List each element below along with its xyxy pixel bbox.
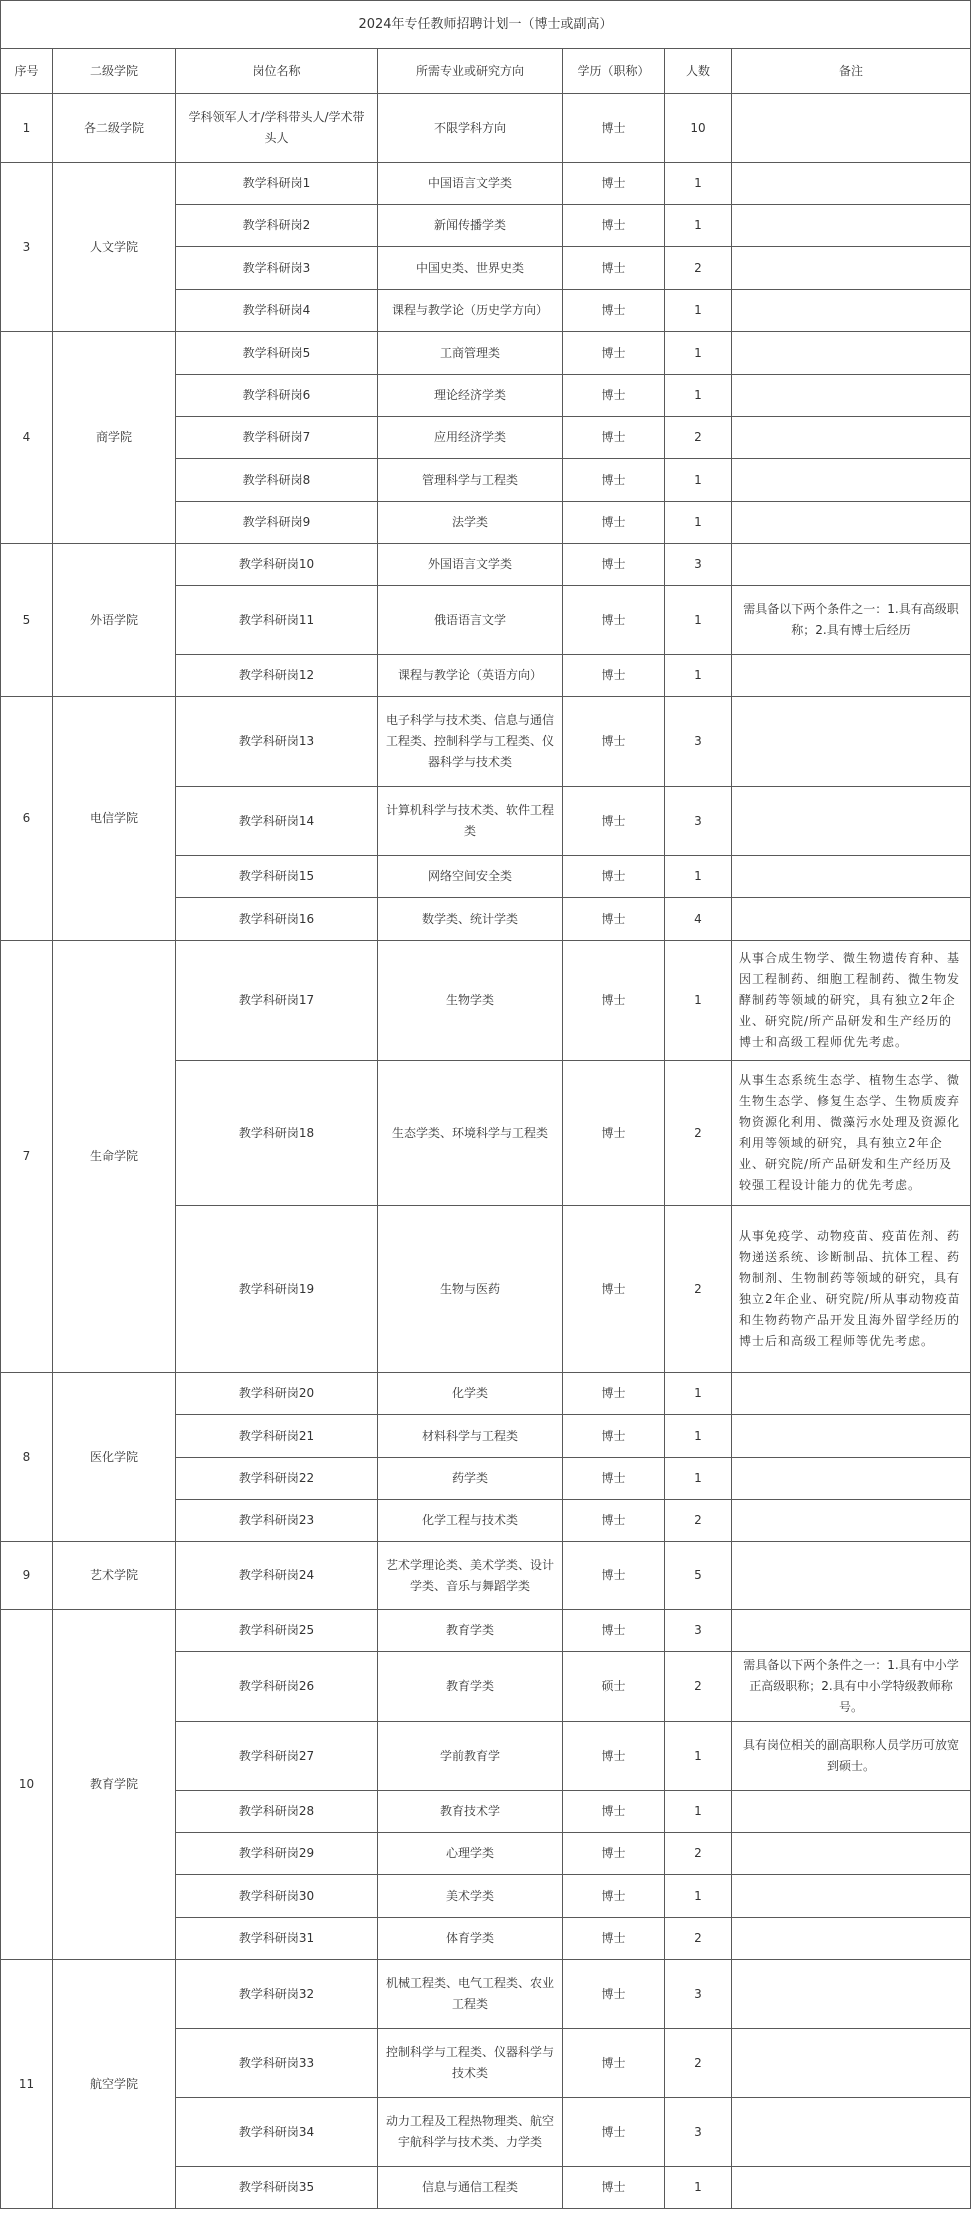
note-cell: 需具备以下两个条件之一：1.具有中小学正高级职称；2.具有中小学特级教师称号。 xyxy=(732,1652,971,1722)
major-cell: 材料科学与工程类 xyxy=(378,1415,563,1458)
degree-cell: 博士 xyxy=(563,1960,665,2029)
post-name-cell: 教学科研岗24 xyxy=(176,1542,378,1610)
degree-cell: 博士 xyxy=(563,2098,665,2167)
degree-cell: 博士 xyxy=(563,544,665,586)
post-name-cell: 教学科研岗21 xyxy=(176,1415,378,1458)
major-cell: 中国语言文学类 xyxy=(378,163,563,205)
note-cell xyxy=(732,1875,971,1918)
degree-cell: 博士 xyxy=(563,290,665,332)
major-cell: 心理学类 xyxy=(378,1833,563,1875)
count-cell: 1 xyxy=(665,1415,732,1458)
degree-cell: 博士 xyxy=(563,1875,665,1918)
college-name-cell: 航空学院 xyxy=(53,1960,176,2209)
degree-cell: 博士 xyxy=(563,94,665,163)
count-cell: 3 xyxy=(665,1610,732,1652)
post-name-cell: 教学科研岗15 xyxy=(176,856,378,898)
post-name-cell: 教学科研岗32 xyxy=(176,1960,378,2029)
note-cell xyxy=(732,1373,971,1415)
row-number-cell: 8 xyxy=(1,1373,53,1542)
major-cell: 外国语言文学类 xyxy=(378,544,563,586)
post-name-cell: 教学科研岗20 xyxy=(176,1373,378,1415)
degree-cell: 博士 xyxy=(563,163,665,205)
count-cell: 1 xyxy=(665,375,732,417)
college-name-cell: 外语学院 xyxy=(53,544,176,697)
major-cell: 新闻传播学类 xyxy=(378,205,563,247)
major-cell: 管理科学与工程类 xyxy=(378,459,563,502)
note-cell xyxy=(732,2029,971,2098)
major-cell: 法学类 xyxy=(378,502,563,544)
count-cell: 1 xyxy=(665,290,732,332)
table-row xyxy=(1,332,971,375)
major-cell: 生物与医药 xyxy=(378,1206,563,1373)
note-cell xyxy=(732,1833,971,1875)
major-cell: 生物学类 xyxy=(378,941,563,1061)
note-cell xyxy=(732,290,971,332)
major-cell: 中国史类、世界史类 xyxy=(378,247,563,290)
count-cell: 3 xyxy=(665,697,732,787)
count-cell: 1 xyxy=(665,332,732,375)
table-row xyxy=(1,544,971,586)
post-name-cell: 教学科研岗17 xyxy=(176,941,378,1061)
table-row xyxy=(1,163,971,205)
major-cell: 俄语语言文学 xyxy=(378,586,563,655)
note-cell xyxy=(732,459,971,502)
college-name-cell: 各二级学院 xyxy=(53,94,176,163)
note-cell xyxy=(732,898,971,941)
title-row xyxy=(1,1,971,49)
degree-cell: 博士 xyxy=(563,586,665,655)
note-cell xyxy=(732,655,971,697)
count-cell: 4 xyxy=(665,898,732,941)
count-cell: 2 xyxy=(665,1206,732,1373)
college-name-cell: 生命学院 xyxy=(53,941,176,1373)
major-cell: 计算机科学与技术类、软件工程类 xyxy=(378,787,563,856)
post-name-cell: 教学科研岗16 xyxy=(176,898,378,941)
college-name-cell: 艺术学院 xyxy=(53,1542,176,1610)
note-cell xyxy=(732,375,971,417)
row-number-cell: 7 xyxy=(1,941,53,1373)
note-cell: 从事免疫学、动物疫苗、疫苗佐剂、药物递送系统、诊断制品、抗体工程、药物制剂、生物制药等领域的研究，具有独立2年企业、研究院/所从事动物疫苗和生物药物产品开发且海外留学经历的博士后和高级工程师等优先考虑。 xyxy=(732,1206,971,1373)
degree-cell: 博士 xyxy=(563,375,665,417)
count-cell: 2 xyxy=(665,2029,732,2098)
post-name-cell: 教学科研岗6 xyxy=(176,375,378,417)
table-title: 2024年专任教师招聘计划一（博士或副高） xyxy=(1,1,971,49)
note-cell xyxy=(732,544,971,586)
count-cell: 1 xyxy=(665,586,732,655)
count-cell: 3 xyxy=(665,2098,732,2167)
table-row xyxy=(1,697,971,787)
count-cell: 3 xyxy=(665,1960,732,2029)
major-cell: 学前教育学 xyxy=(378,1722,563,1791)
row-number-cell: 3 xyxy=(1,163,53,332)
degree-cell: 博士 xyxy=(563,417,665,459)
count-cell: 2 xyxy=(665,1833,732,1875)
degree-cell: 博士 xyxy=(563,1610,665,1652)
row-number-cell: 9 xyxy=(1,1542,53,1610)
degree-cell: 博士 xyxy=(563,1373,665,1415)
row-number-cell: 10 xyxy=(1,1610,53,1960)
row-number-cell: 11 xyxy=(1,1960,53,2209)
table-body xyxy=(1,1,971,2209)
count-cell: 3 xyxy=(665,787,732,856)
major-cell: 理论经济学类 xyxy=(378,375,563,417)
major-cell: 课程与教学论（历史学方向） xyxy=(378,290,563,332)
count-cell: 1 xyxy=(665,1373,732,1415)
post-name-cell: 教学科研岗9 xyxy=(176,502,378,544)
note-cell xyxy=(732,697,971,787)
major-cell: 美术学类 xyxy=(378,1875,563,1918)
degree-cell: 博士 xyxy=(563,856,665,898)
note-cell xyxy=(732,1960,971,2029)
post-name-cell: 教学科研岗3 xyxy=(176,247,378,290)
major-cell: 工商管理类 xyxy=(378,332,563,375)
table-row xyxy=(1,1373,971,1415)
note-cell: 从事生态系统生态学、植物生态学、微生物生态学、修复生态学、生物质废弃物资源化利用、微藻污水处理及资源化利用等领域的研究，具有独立2年企业、研究院/所产品研发和生产经历及较强工程设计能力的优先考虑。 xyxy=(732,1061,971,1206)
row-number-cell: 5 xyxy=(1,544,53,697)
post-name-cell: 教学科研岗22 xyxy=(176,1458,378,1500)
post-name-cell: 学科领军人才/学科带头人/学术带头人 xyxy=(176,94,378,163)
post-name-cell: 教学科研岗12 xyxy=(176,655,378,697)
degree-cell: 博士 xyxy=(563,1722,665,1791)
header-cell: 二级学院 xyxy=(53,49,176,94)
degree-cell: 博士 xyxy=(563,332,665,375)
table-row xyxy=(1,1610,971,1652)
college-name-cell: 人文学院 xyxy=(53,163,176,332)
degree-cell: 博士 xyxy=(563,1918,665,1960)
table-row xyxy=(1,94,971,163)
major-cell: 药学类 xyxy=(378,1458,563,1500)
major-cell: 体育学类 xyxy=(378,1918,563,1960)
count-cell: 10 xyxy=(665,94,732,163)
note-cell: 具有岗位相关的副高职称人员学历可放宽到硕士。 xyxy=(732,1722,971,1791)
header-cell: 所需专业或研究方向 xyxy=(378,49,563,94)
count-cell: 3 xyxy=(665,544,732,586)
count-cell: 1 xyxy=(665,856,732,898)
count-cell: 1 xyxy=(665,502,732,544)
post-name-cell: 教学科研岗25 xyxy=(176,1610,378,1652)
note-cell xyxy=(732,163,971,205)
post-name-cell: 教学科研岗33 xyxy=(176,2029,378,2098)
note-cell xyxy=(732,94,971,163)
header-cell: 岗位名称 xyxy=(176,49,378,94)
major-cell: 网络空间安全类 xyxy=(378,856,563,898)
note-cell xyxy=(732,205,971,247)
count-cell: 2 xyxy=(665,247,732,290)
header-cell: 学历（职称） xyxy=(563,49,665,94)
degree-cell: 博士 xyxy=(563,1791,665,1833)
major-cell: 应用经济学类 xyxy=(378,417,563,459)
degree-cell: 硕士 xyxy=(563,1652,665,1722)
major-cell: 艺术学理论类、美术学类、设计学类、音乐与舞蹈学类 xyxy=(378,1542,563,1610)
degree-cell: 博士 xyxy=(563,941,665,1061)
degree-cell: 博士 xyxy=(563,1061,665,1206)
count-cell: 2 xyxy=(665,1061,732,1206)
degree-cell: 博士 xyxy=(563,1833,665,1875)
header-row xyxy=(1,49,971,94)
degree-cell: 博士 xyxy=(563,2167,665,2209)
count-cell: 1 xyxy=(665,205,732,247)
count-cell: 1 xyxy=(665,459,732,502)
note-cell xyxy=(732,2098,971,2167)
post-name-cell: 教学科研岗10 xyxy=(176,544,378,586)
note-cell xyxy=(732,2167,971,2209)
count-cell: 1 xyxy=(665,2167,732,2209)
post-name-cell: 教学科研岗18 xyxy=(176,1061,378,1206)
count-cell: 1 xyxy=(665,1458,732,1500)
post-name-cell: 教学科研岗2 xyxy=(176,205,378,247)
post-name-cell: 教学科研岗5 xyxy=(176,332,378,375)
post-name-cell: 教学科研岗4 xyxy=(176,290,378,332)
post-name-cell: 教学科研岗23 xyxy=(176,1500,378,1542)
degree-cell: 博士 xyxy=(563,1206,665,1373)
note-cell xyxy=(732,1415,971,1458)
post-name-cell: 教学科研岗19 xyxy=(176,1206,378,1373)
college-name-cell: 电信学院 xyxy=(53,697,176,941)
college-name-cell: 商学院 xyxy=(53,332,176,544)
major-cell: 教育技术学 xyxy=(378,1791,563,1833)
note-cell xyxy=(732,1500,971,1542)
row-number-cell: 4 xyxy=(1,332,53,544)
note-cell xyxy=(732,417,971,459)
degree-cell: 博士 xyxy=(563,502,665,544)
degree-cell: 博士 xyxy=(563,898,665,941)
count-cell: 1 xyxy=(665,941,732,1061)
note-cell xyxy=(732,787,971,856)
degree-cell: 博士 xyxy=(563,205,665,247)
post-name-cell: 教学科研岗7 xyxy=(176,417,378,459)
major-cell: 机械工程类、电气工程类、农业工程类 xyxy=(378,1960,563,2029)
count-cell: 5 xyxy=(665,1542,732,1610)
degree-cell: 博士 xyxy=(563,247,665,290)
major-cell: 电子科学与技术类、信息与通信工程类、控制科学与工程类、仪器科学与技术类 xyxy=(378,697,563,787)
note-cell xyxy=(732,1791,971,1833)
degree-cell: 博士 xyxy=(563,1500,665,1542)
post-name-cell: 教学科研岗35 xyxy=(176,2167,378,2209)
table-row xyxy=(1,941,971,1061)
degree-cell: 博士 xyxy=(563,459,665,502)
degree-cell: 博士 xyxy=(563,787,665,856)
note-cell xyxy=(732,1458,971,1500)
table-row xyxy=(1,1960,971,2029)
post-name-cell: 教学科研岗29 xyxy=(176,1833,378,1875)
college-name-cell: 医化学院 xyxy=(53,1373,176,1542)
degree-cell: 博士 xyxy=(563,655,665,697)
post-name-cell: 教学科研岗11 xyxy=(176,586,378,655)
count-cell: 2 xyxy=(665,1500,732,1542)
count-cell: 1 xyxy=(665,1791,732,1833)
major-cell: 生态学类、环境科学与工程类 xyxy=(378,1061,563,1206)
major-cell: 控制科学与工程类、仪器科学与技术类 xyxy=(378,2029,563,2098)
count-cell: 2 xyxy=(665,417,732,459)
count-cell: 2 xyxy=(665,1918,732,1960)
degree-cell: 博士 xyxy=(563,1458,665,1500)
degree-cell: 博士 xyxy=(563,697,665,787)
major-cell: 教育学类 xyxy=(378,1652,563,1722)
major-cell: 动力工程及工程热物理类、航空宇航科学与技术类、力学类 xyxy=(378,2098,563,2167)
post-name-cell: 教学科研岗1 xyxy=(176,163,378,205)
major-cell: 教育学类 xyxy=(378,1610,563,1652)
row-number-cell: 6 xyxy=(1,697,53,941)
count-cell: 1 xyxy=(665,1722,732,1791)
major-cell: 不限学科方向 xyxy=(378,94,563,163)
row-number-cell: 1 xyxy=(1,94,53,163)
post-name-cell: 教学科研岗28 xyxy=(176,1791,378,1833)
note-cell: 需具备以下两个条件之一：1.具有高级职称；2.具有博士后经历 xyxy=(732,586,971,655)
post-name-cell: 教学科研岗26 xyxy=(176,1652,378,1722)
table-row xyxy=(1,1542,971,1610)
post-name-cell: 教学科研岗31 xyxy=(176,1918,378,1960)
post-name-cell: 教学科研岗27 xyxy=(176,1722,378,1791)
post-name-cell: 教学科研岗13 xyxy=(176,697,378,787)
note-cell xyxy=(732,332,971,375)
major-cell: 化学类 xyxy=(378,1373,563,1415)
note-cell xyxy=(732,1610,971,1652)
degree-cell: 博士 xyxy=(563,1415,665,1458)
degree-cell: 博士 xyxy=(563,1542,665,1610)
note-cell xyxy=(732,502,971,544)
degree-cell: 博士 xyxy=(563,2029,665,2098)
major-cell: 化学工程与技术类 xyxy=(378,1500,563,1542)
major-cell: 课程与教学论（英语方向） xyxy=(378,655,563,697)
college-name-cell: 教育学院 xyxy=(53,1610,176,1960)
post-name-cell: 教学科研岗34 xyxy=(176,2098,378,2167)
header-cell: 人数 xyxy=(665,49,732,94)
post-name-cell: 教学科研岗30 xyxy=(176,1875,378,1918)
post-name-cell: 教学科研岗14 xyxy=(176,787,378,856)
major-cell: 数学类、统计学类 xyxy=(378,898,563,941)
note-cell xyxy=(732,247,971,290)
header-cell: 序号 xyxy=(1,49,53,94)
note-cell xyxy=(732,1918,971,1960)
count-cell: 1 xyxy=(665,163,732,205)
count-cell: 1 xyxy=(665,1875,732,1918)
post-name-cell: 教学科研岗8 xyxy=(176,459,378,502)
note-cell: 从事合成生物学、微生物遗传育种、基因工程制药、细胞工程制药、微生物发酵制药等领域的研究，具有独立2年企业、研究院/所产品研发和生产经历的博士和高级工程师优先考虑。 xyxy=(732,941,971,1061)
count-cell: 2 xyxy=(665,1652,732,1722)
count-cell: 1 xyxy=(665,655,732,697)
major-cell: 信息与通信工程类 xyxy=(378,2167,563,2209)
header-cell: 备注 xyxy=(732,49,971,94)
note-cell xyxy=(732,1542,971,1610)
note-cell xyxy=(732,856,971,898)
